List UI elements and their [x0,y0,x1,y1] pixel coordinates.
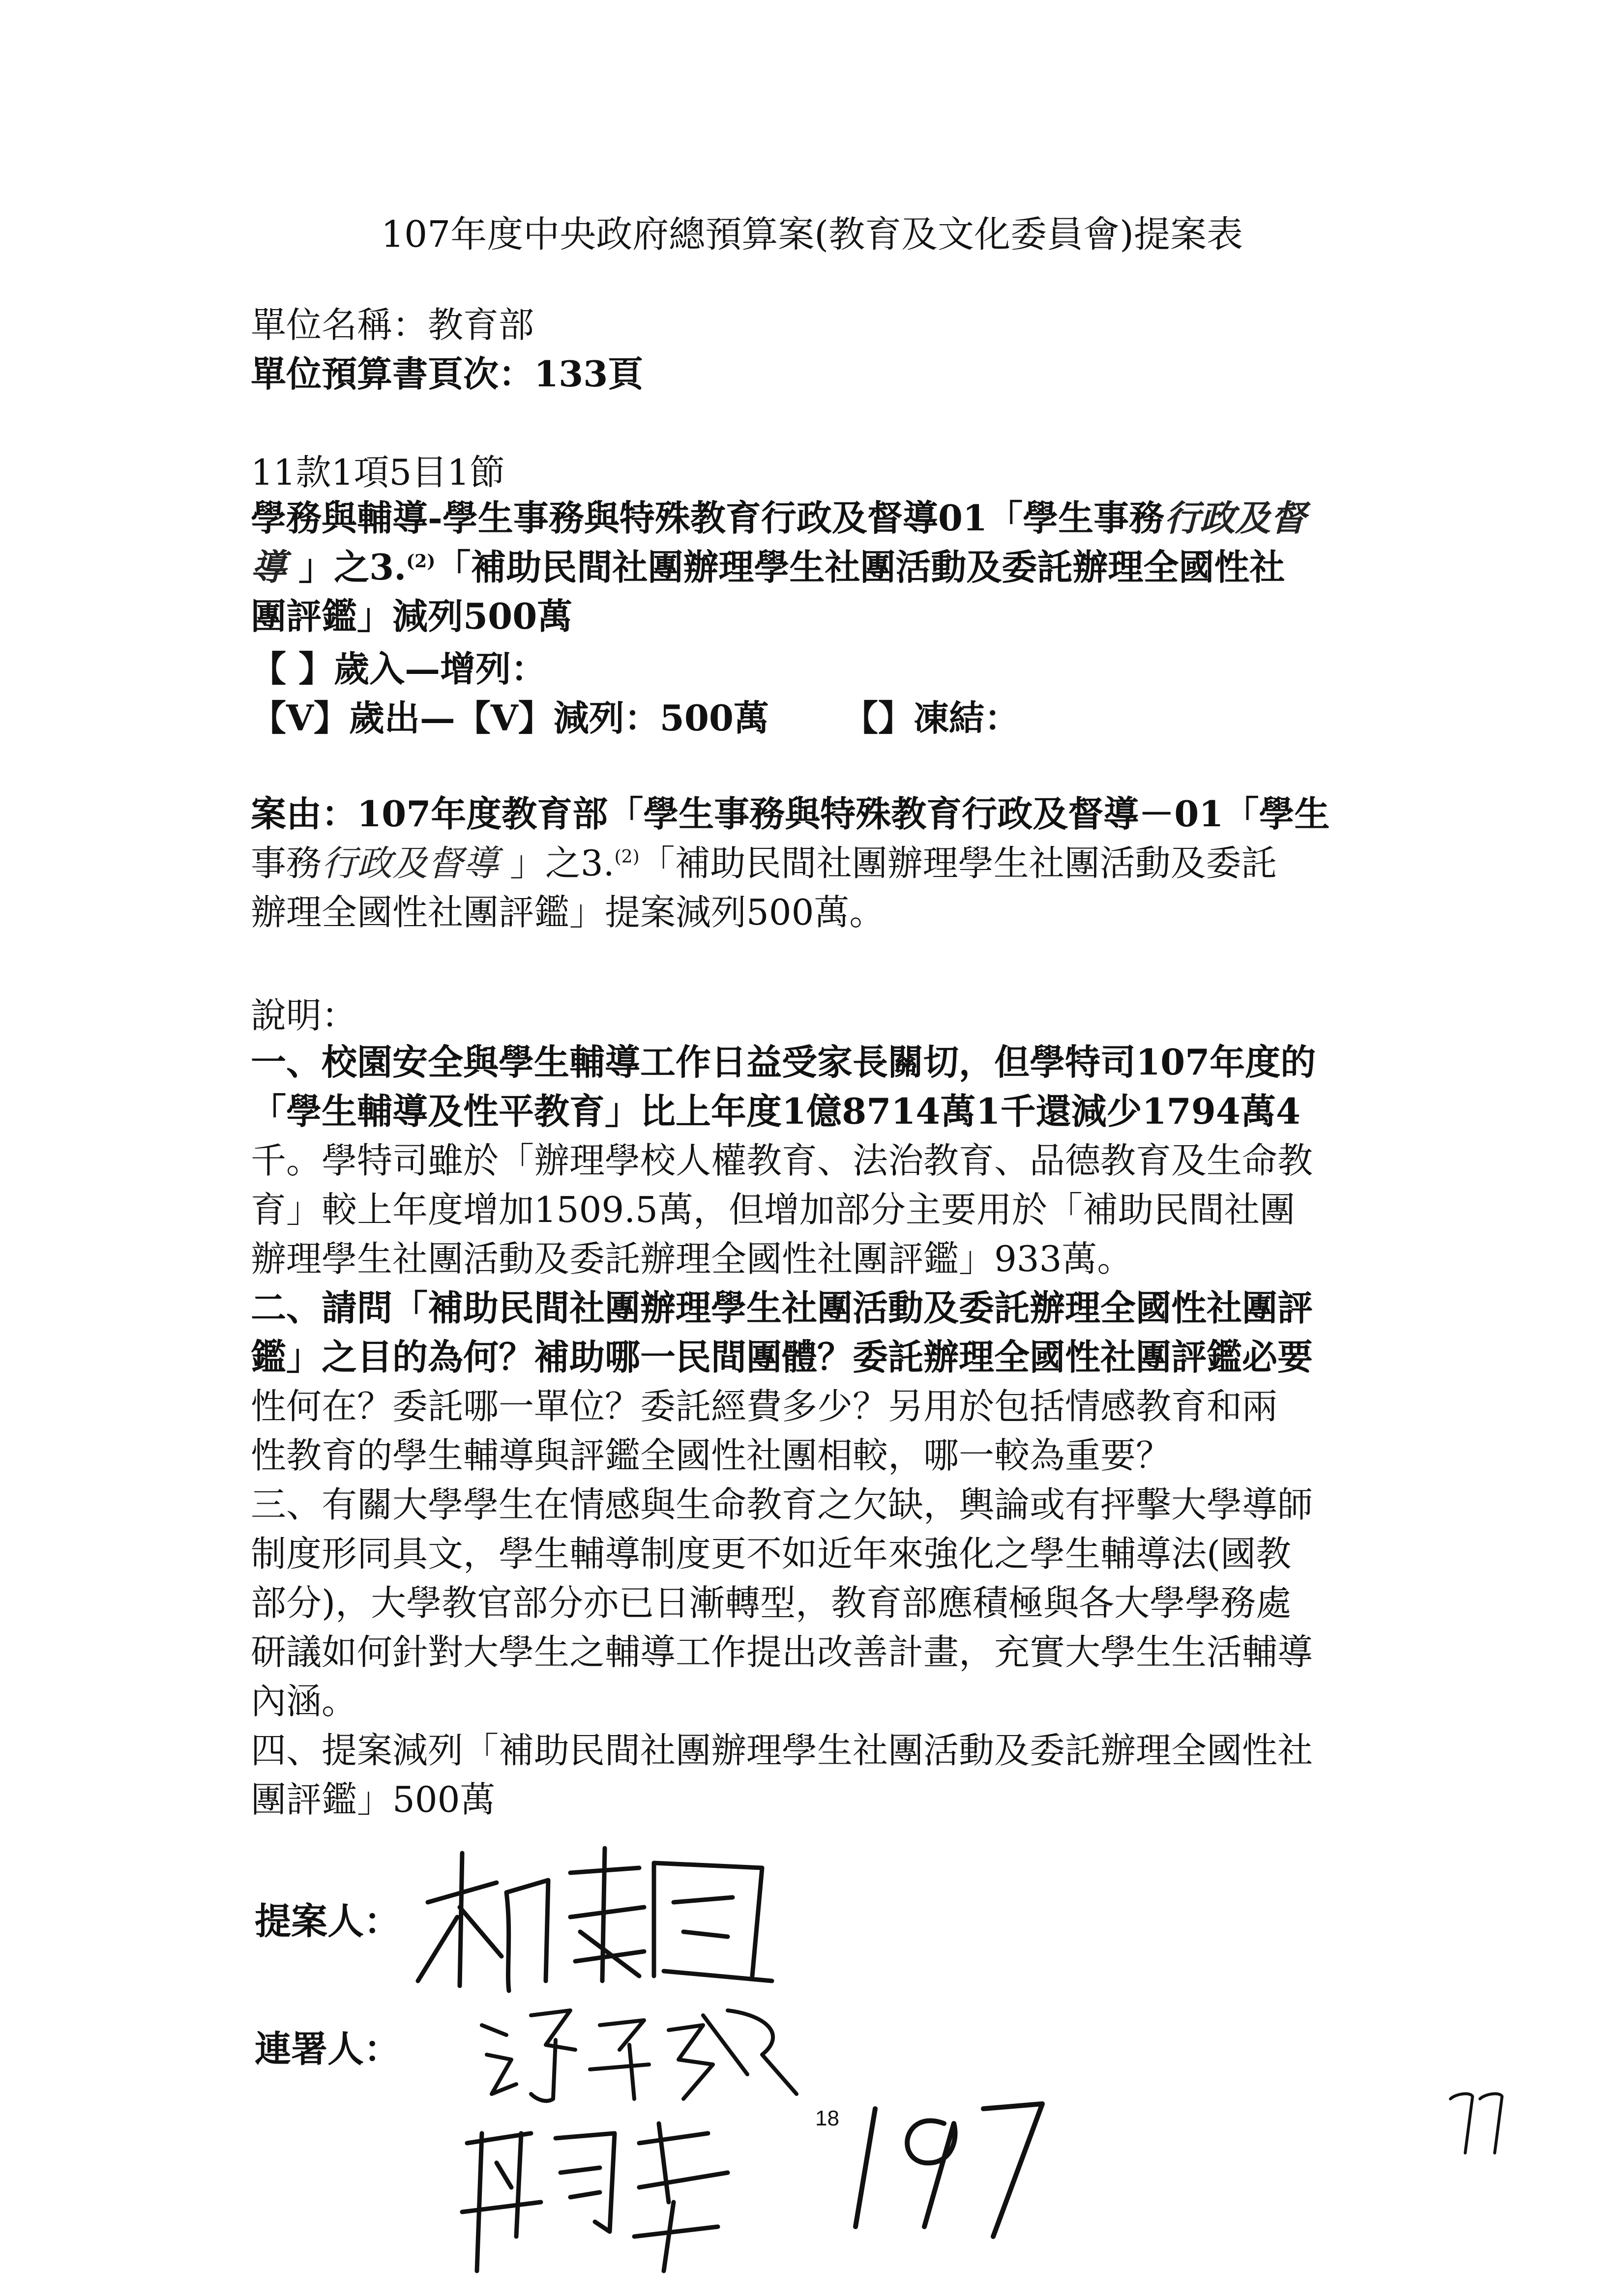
explanation-line: 團評鑑」500萬 [251,1779,496,1820]
handwritten-number [846,2079,1052,2241]
reason-handwritten: 行政及督導 [322,843,499,884]
explanation-line: 鑑」之目的為何？補助哪一民間團體？委託辦理全國性社團評鑑必要 [251,1336,1313,1378]
explanation-line: 部分)，大學教官部分亦已日漸轉型，教育部應積極與各大學學務處 [251,1582,1292,1624]
unit-name: 單位名稱：教育部 [251,304,534,346]
options-row-1: 【 】歲入—增列： [251,648,547,690]
explanation-line: 性教育的學生輔導與評鑑全國性社團相較，哪一較為重要？ [251,1435,1172,1476]
section-code: 11款1項5目1節 [251,452,505,493]
heading-handwritten-2: 導 [251,547,287,588]
explanation-line: 內涵。 [251,1681,357,1722]
heading-line-2-b: 「補助民間社團辦理學生社團活動及委託辦理全國性社 [435,546,1285,588]
cosigner-label: 連署人： [255,2028,400,2070]
reason-line-2-b: 」之3. [509,843,615,884]
corner-mark [1446,2084,1514,2158]
heading-line-3: 團評鑑」減列500萬 [251,595,573,637]
explanation-line: 研議如何針對大學生之輔導工作提出改善計畫，充實大學生生活輔導 [251,1631,1313,1673]
explanation-line: 三、有關大學學生在情感與生命教育之欠缺，輿論或有抨擊大學導師 [251,1484,1313,1525]
page-number: 18 [815,2106,839,2130]
reason-line-1 [251,793,1330,835]
options-row-2-b: 【】凍結： [843,697,1020,739]
options-row-2-a: 【V】歲出—【V】減列：500萬 [251,697,769,739]
reason-mark: (2) [614,847,640,867]
options-row-2 [251,697,1020,739]
explanation-line: 「學生輔導及性平教育」比上年度1億8714萬1千還減少1794萬4 [251,1090,1301,1132]
reason-line-2-c: 「補助民間社團辦理學生社團活動及委託 [639,843,1277,884]
explanation-line: 辦理學生社團活動及委託辦理全國性社團評鑑」933萬。 [251,1238,1133,1279]
heading-line-2-a: 」之3. [298,546,407,588]
reason-line-2 [251,843,1277,884]
proposer-signature [408,1833,782,1996]
explanation-line: 一、校園安全與學生輔導工作日益受家長關切，但學特司107年度的 [251,1041,1316,1083]
heading-handwritten-1: 行政及督 [1164,497,1306,539]
cosigner-signature-1 [472,1996,816,2109]
explanation-line: 二、請問「補助民間社團辦理學生社團活動及委託辦理全國性社團評 [251,1287,1313,1329]
heading-mark: (2) [406,551,436,572]
explanation-line: 育」較上年度增加1509.5萬，但增加部分主要用於「補助民間社團 [251,1189,1295,1230]
heading-line-1-text: 學務與輔導-學生事務與特殊教育行政及督導01「學生事務 [251,497,1165,539]
reason-line-2-a: 事務 [251,843,322,884]
page-title: 107年度中央政府總預算案(教育及文化委員會)提案表 [381,213,1243,256]
reason-line-1-text: 案由：107年度教育部「學生事務與特殊教育行政及督導－01「學生 [251,793,1330,835]
budget-page: 單位預算書頁次：133頁 [251,353,644,395]
heading-line-1 [251,497,1306,539]
cosigner-signature-2 [452,2114,772,2281]
reason-line-3: 辦理全國性社團評鑑」提案減列500萬。 [251,892,885,933]
proposer-label: 提案人： [255,1900,400,1943]
explanation-line: 四、提案減列「補助民間社團辦理學生社團活動及委託辦理全國性社 [251,1730,1313,1771]
explanation-line: 性何在？委託哪一單位？委託經費多少？另用於包括情感教育和兩 [251,1386,1278,1427]
explanation-label: 說明： [251,995,357,1036]
explanation-line: 千。學特司雖於「辦理學校人權教育、法治教育、品德教育及生命教 [251,1140,1313,1181]
heading-line-2 [251,546,1285,588]
explanation-line: 制度形同具文，學生輔導制度更不如近年來強化之學生輔導法(國教 [251,1533,1292,1574]
